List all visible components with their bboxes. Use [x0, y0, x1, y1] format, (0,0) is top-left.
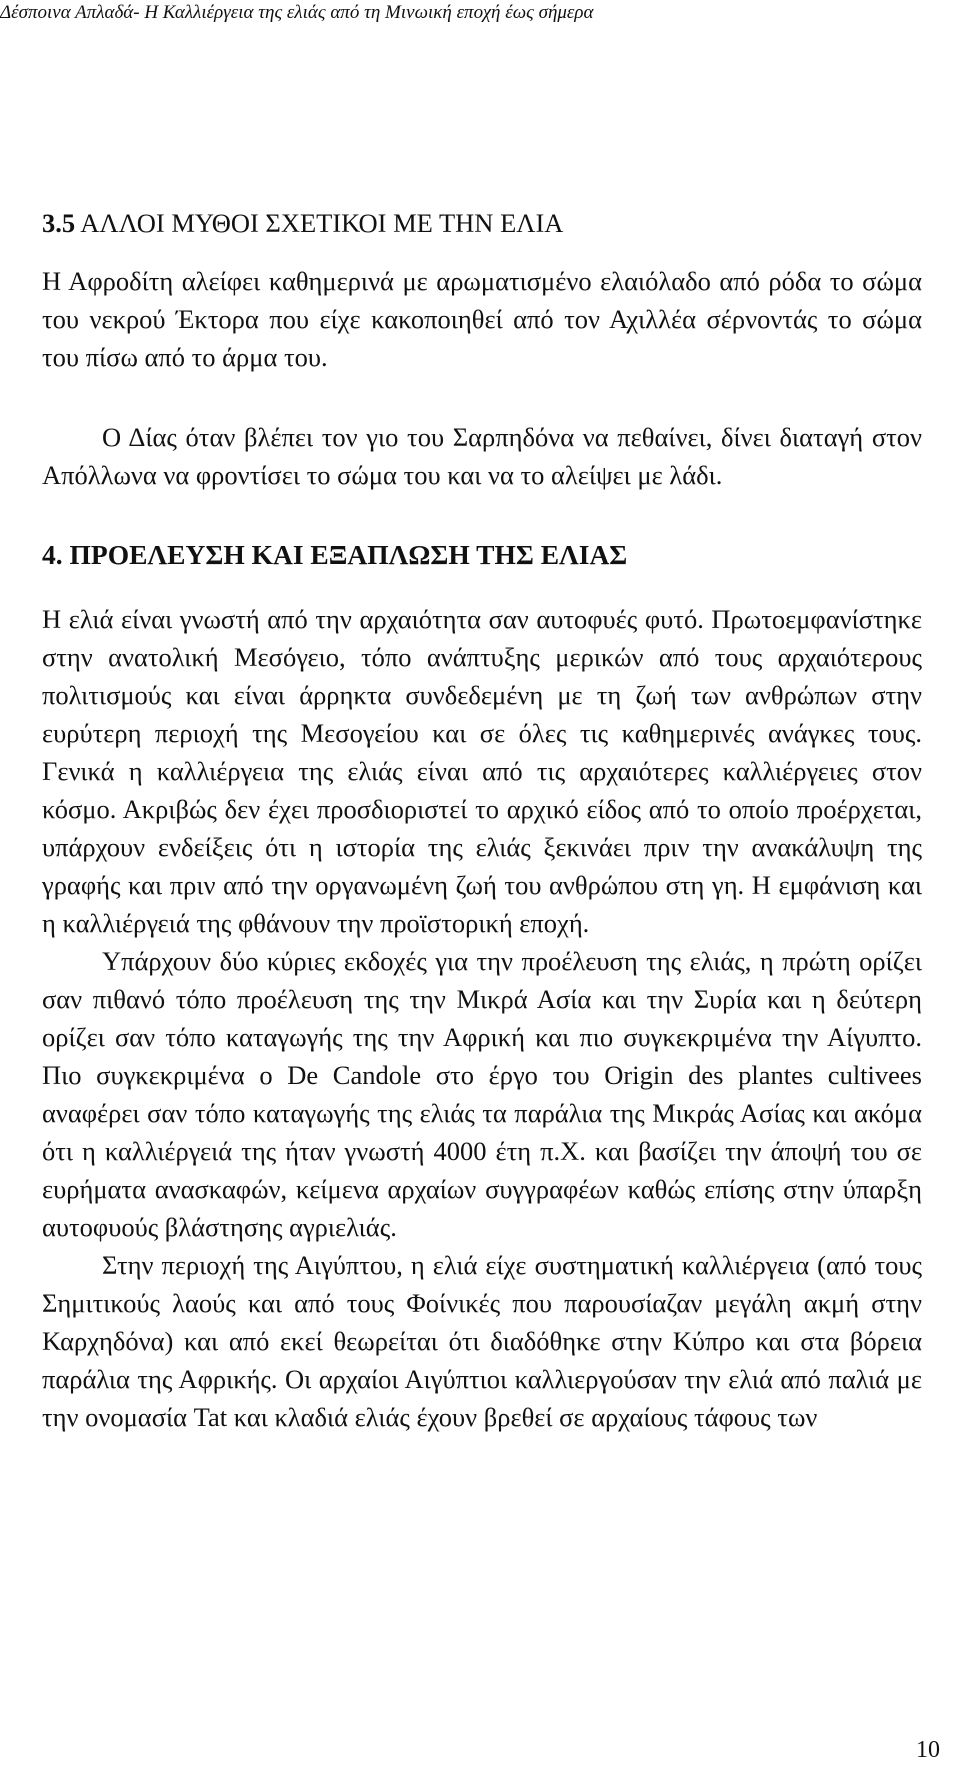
page-number: 10: [916, 1737, 940, 1763]
running-header: Δέσποινα Απλαδά- Η Καλλιέργεια της ελιάς από τη Μινωική εποχή έως σήμερα: [0, 2, 594, 23]
section-3-5-title: ΑΛΛΟΙ ΜΥΘΟΙ ΣΧΕΤΙΚΟΙ ΜΕ ΤΗΝ ΕΛΙΑ: [75, 208, 564, 238]
page-content: [42, 204, 922, 1436]
paragraph-zeus: Ο Δίας όταν βλέπει τον γιο του Σαρπηδόνα να πεθαίνει, δίνει διαταγή στον Απόλλωνα να φροντίσει το σώμα του και να το αλείψει με λάδι.: [42, 422, 922, 490]
paragraph-two-versions: Υπάρχουν δύο κύριες εκδοχές για την προέλευση της ελιάς, η πρώτη ορίζει σαν πιθανό τόπο προέλευση της την Μικρά Ασία και την Συρία και η δεύτερη ορίζει σαν τόπο καταγωγής της την Αφρική και πιο συγκεκριμένα την Αίγυπτο. Πιο συγκεκριμένα ο De Candole στο έργο του Origin des plantes cultivees αναφέρει σαν τόπο καταγωγής της ελιάς τα παράλια της Μικράς Ασίας και ακόμα ότι η καλλιέργειά της ήταν γνωστή 4000 έτη π.Χ. και βασίζει την άποψή του σε ευρήματα ανασκαφών, κείμενα αρχαίων συγγραφέων καθώς επίσης στην ύπαρξη αυτοφυούς βλάστησης αγριελιάς.: [42, 946, 922, 1242]
paragraph-aphrodite: Η Αφροδίτη αλείφει καθημερινά με αρωματισμένο ελαιόλαδο από ρόδα το σώμα του νεκρού Έκτορα που είχε κακοποιηθεί από τον Αχιλλέα σέρνοντάς το σώμα του πίσω από το άρμα του.: [42, 266, 922, 372]
section-4-heading: 4. ΠΡΟΕΛΕΥΣΗ ΚΑΙ ΕΞΑΠΛΩΣΗ ΤΗΣ ΕΛΙΑΣ: [42, 539, 628, 570]
section-3-5-number: 3.5: [42, 208, 76, 238]
paragraph-origin-intro: Η ελιά είναι γνωστή από την αρχαιότητα σαν αυτοφυές φυτό. Πρωτοεμφανίστηκε στην ανατολική Μεσόγειο, τόπο ανάπτυξης μερικών από τους αρχαιότερους πολιτισμούς και είναι άρρηκτα συνδεδεμένη με τη ζωή των ανθρώπων στην ευρύτερη περιοχή της Μεσογείου και σε όλες τις καθημερινές ανάγκες τους. Γενικά η καλλιέργεια της ελιάς είναι από τις αρχαιότερες καλλιέργειες στον κόσμο. Ακριβώς δεν έχει προσδιοριστεί το αρχικό είδος από το οποίο προέρχεται, υπάρχουν ενδείξεις ότι η ιστορία της ελιάς ξεκινάει πριν την ανακάλυψη της γραφής και πριν από την οργανωμένη ζωή του ανθρώπου στη γη. Η εμφάνιση και η καλλιέργειά της φθάνουν την προϊστορική εποχή.: [42, 604, 922, 938]
section-3-5-heading: [42, 204, 922, 242]
paragraph-egypt: Στην περιοχή της Αιγύπτου, η ελιά είχε συστηματική καλλιέργεια (από τους Σημιτικούς λαούς και από τους Φοίνικές που παρουσίαζαν μεγάλη ακμή στην Καρχηδόνα) και από εκεί θεωρείται ότι διαδόθηκε στην Κύπρο και στα βόρεια παράλια της Αφρικής. Οι αρχαίοι Αιγύπτιοι καλλιεργούσαν την ελιά από παλιά με την ονομασία Tat και κλαδιά ελιάς έχουν βρεθεί σε αρχαίους τάφους των: [42, 1250, 922, 1432]
